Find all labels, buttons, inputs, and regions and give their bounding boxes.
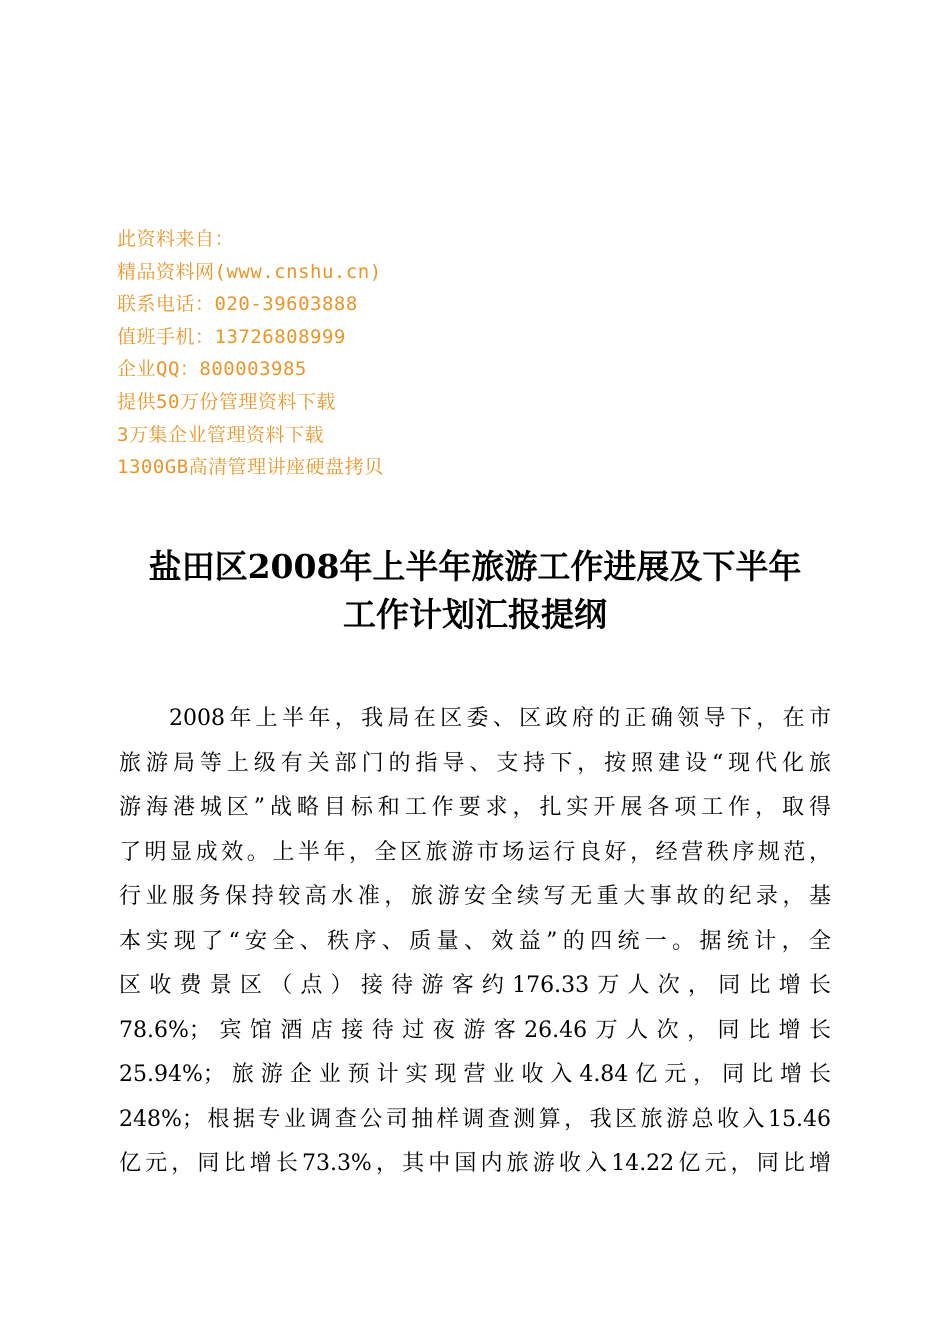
source-info-block <box>117 223 537 484</box>
document-title-line-2: 工作计划汇报提纲 <box>343 595 607 634</box>
body-line: 区收费景区（点）接待游客约176.33万人次，同比增长 <box>119 973 831 998</box>
body-line: 行业服务保持较高水准，旅游安全续写无重大事故的纪录，基 <box>119 884 831 909</box>
source-line-website: 精品资料网(www.cnshu.cn) <box>117 260 382 283</box>
source-line-qq: 企业QQ：800003985 <box>117 358 307 381</box>
body-line: 78.6%；宾馆酒店接待过夜游客26.46万人次，同比增长 <box>119 1017 831 1043</box>
document-title <box>110 543 840 639</box>
body-line: 248%；根据专业调查公司抽样调查测算，我区旅游总收入15.46 <box>119 1106 831 1132</box>
body-line: 本实现了“安全、秩序、质量、效益”的四统一。据统计，全 <box>119 928 831 954</box>
document-body-paragraph <box>119 697 831 1187</box>
body-line: 25.94%；旅游企业预计实现营业收入4.84亿元，同比增长 <box>119 1062 831 1087</box>
source-line-offer-1: 提供50万份管理资料下载 <box>117 390 336 413</box>
source-line-offer-2: 3万集企业管理资料下载 <box>117 423 324 446</box>
source-line-phone: 联系电话：020-39603888 <box>117 293 358 316</box>
body-line: 旅游局等上级有关部门的指导、支持下，按照建设“现代化旅 <box>119 750 831 776</box>
body-line: 了明显成效。上半年，全区旅游市场运行良好，经营秩序规范， <box>119 839 831 865</box>
body-line: 游海港城区”战略目标和工作要求，扎实开展各项工作，取得 <box>119 795 831 820</box>
body-line: 2008年上半年，我局在区委、区政府的正确领导下，在市 <box>169 706 831 731</box>
source-line-intro: 此资料来自： <box>117 228 235 250</box>
body-line: 亿元，同比增长73.3%，其中国内旅游收入14.22亿元，同比增 <box>119 1151 831 1176</box>
source-line-offer-3: 1300GB高清管理讲座硬盘拷贝 <box>117 456 384 479</box>
source-line-mobile: 值班手机：13726808999 <box>117 325 346 348</box>
document-title-line-1: 盐田区2008年上半年旅游工作进展及下半年 <box>148 547 802 586</box>
